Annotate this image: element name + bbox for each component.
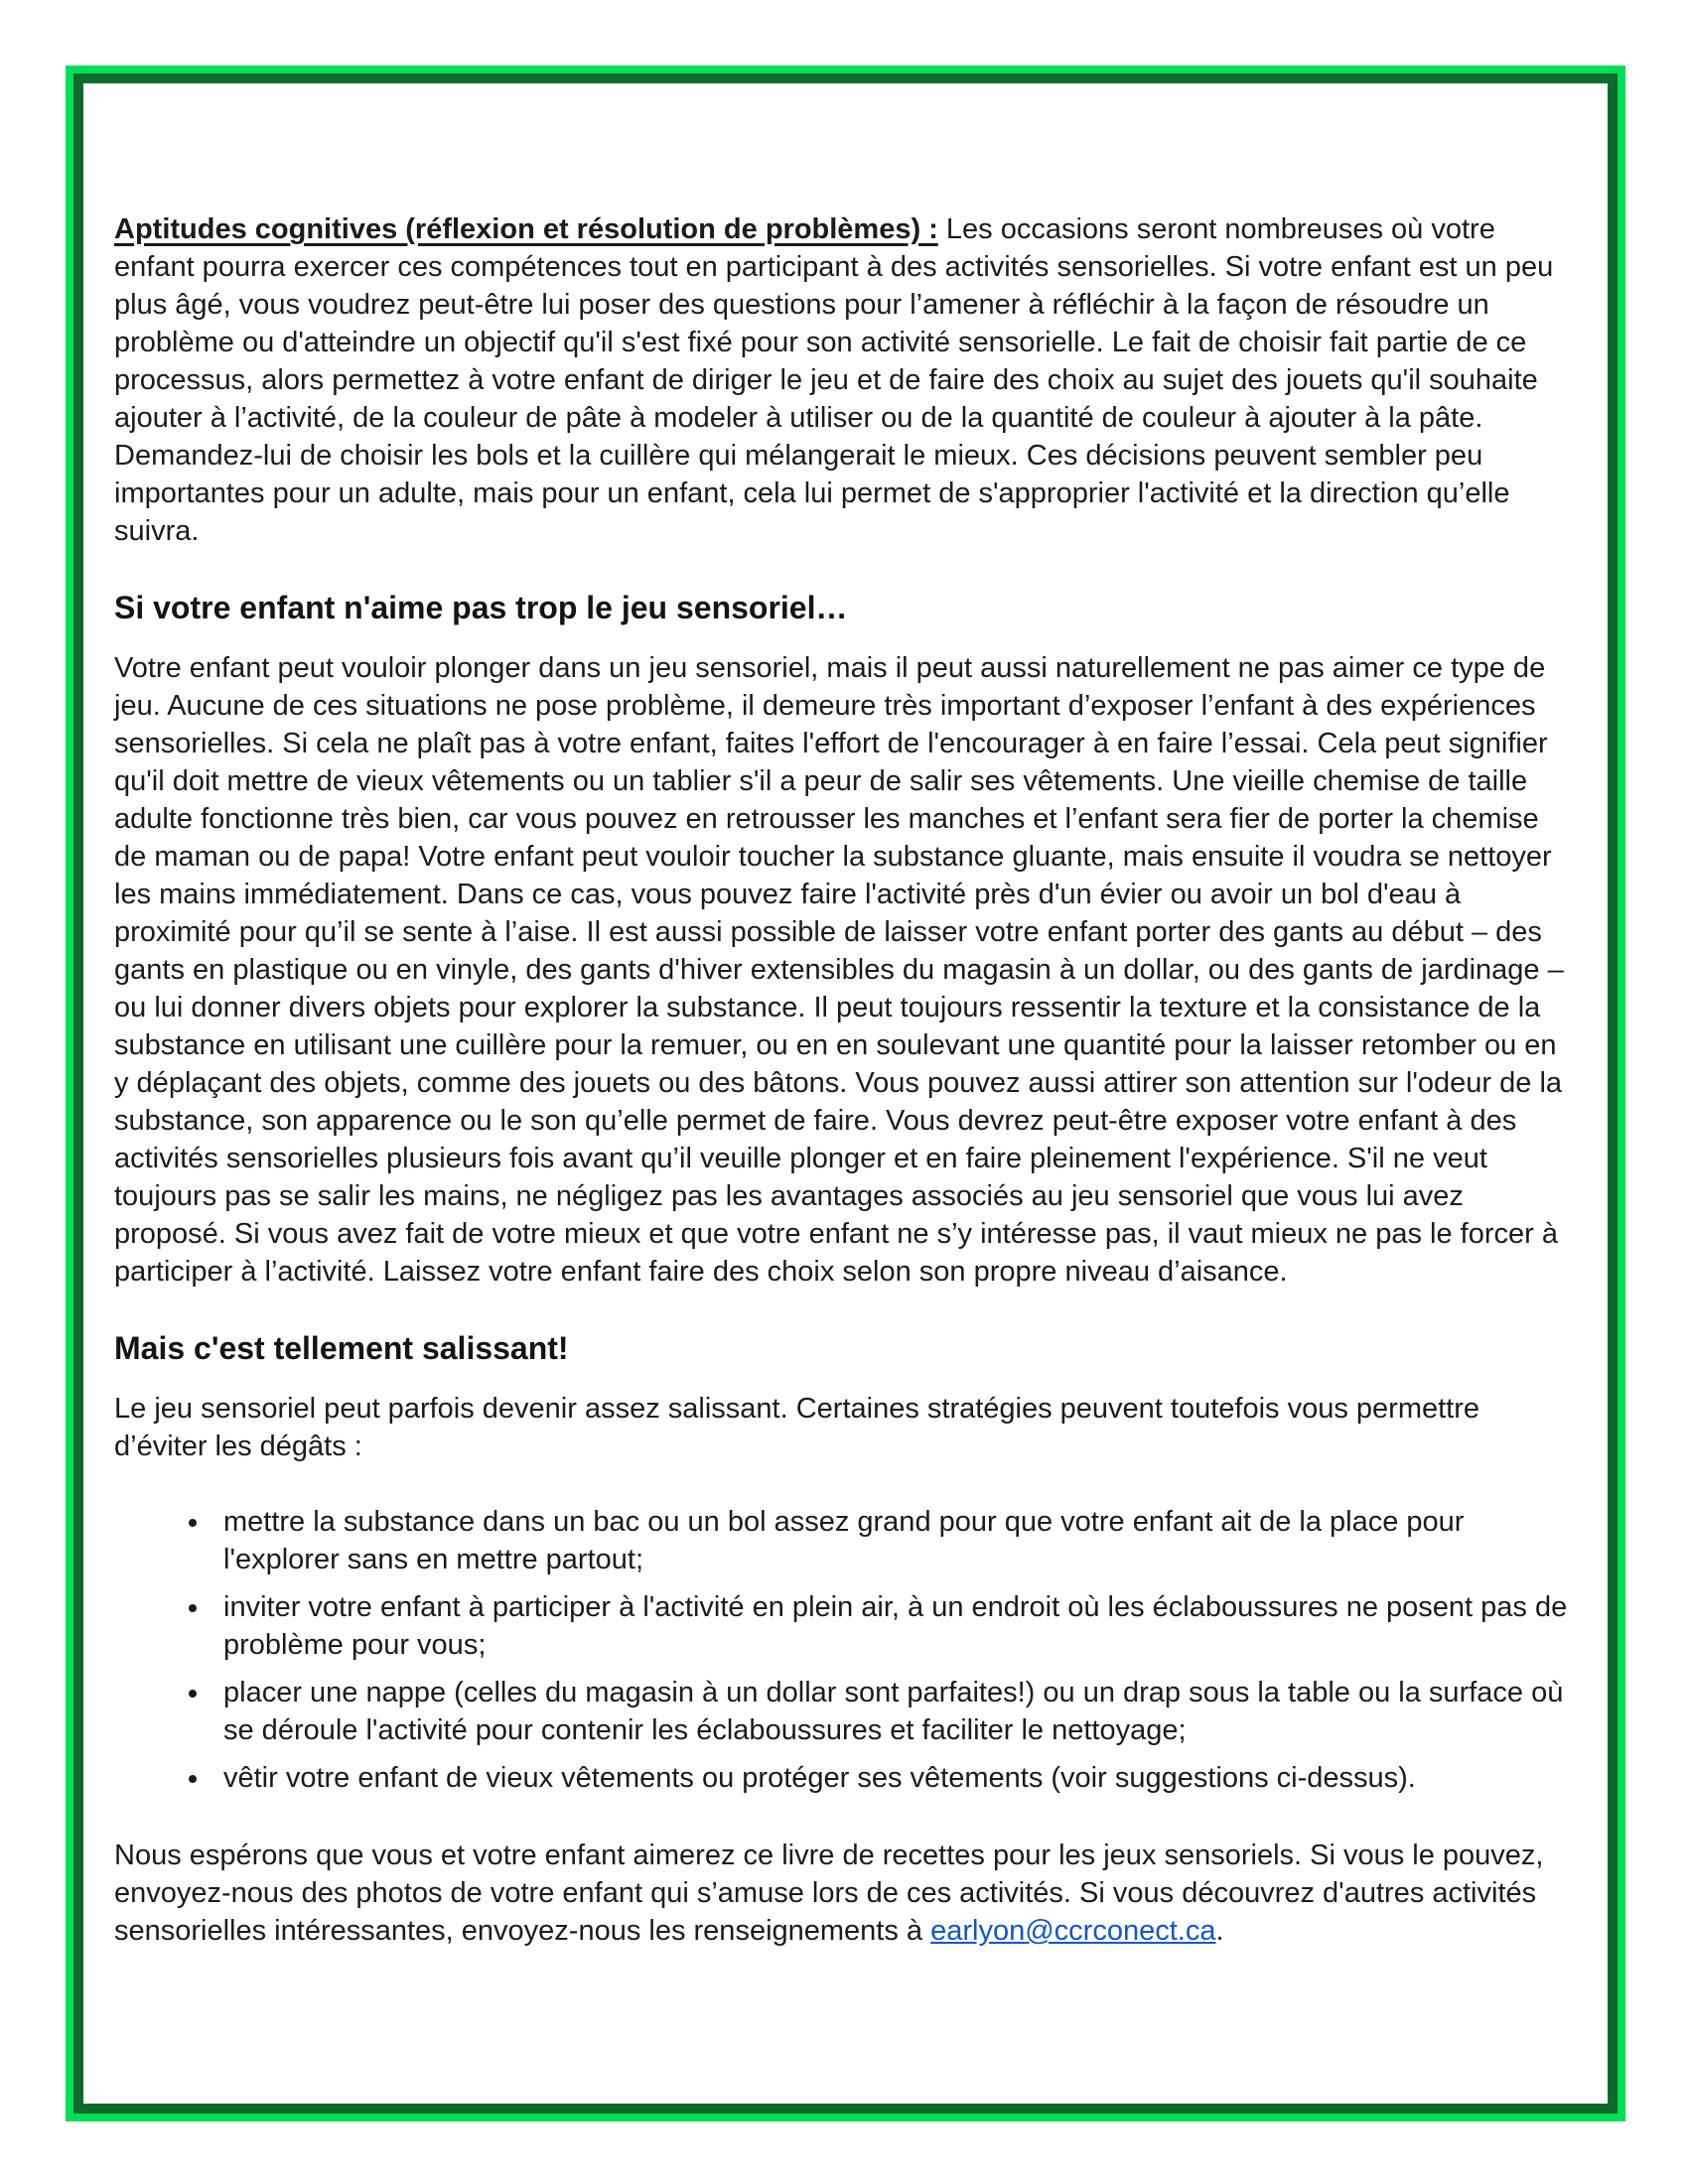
list-item-text: inviter votre enfant à participer à l'activité en plein air, à un endroit où les éclaboussures ne posent pas de problème pour vous; <box>223 1591 1568 1661</box>
list-item <box>211 1588 1572 1664</box>
list-item <box>211 1674 1572 1749</box>
intro-paragraph <box>114 210 1572 550</box>
strategy-bullet-list <box>114 1503 1572 1797</box>
document-content <box>83 83 1608 1950</box>
closing-paragraph-text: Nous espérons que vous et votre enfant aimerez ce livre de recettes pour les jeux sensoriels. Si vous le pouvez, envoyez-nous des photos de votre enfant qui s’amuse lors de ces activités. Si vous découvrez d'autres activités sensorielles intéressantes, envoyez-nous les renseignements à <box>114 1840 1544 1947</box>
section-heading-reluctant: Si votre enfant n'aime pas trop le jeu sensoriel… <box>114 590 848 625</box>
page-border-frame <box>66 66 1625 2121</box>
closing-paragraph-period: . <box>1215 1915 1224 1947</box>
list-item-text: vêtir votre enfant de vieux vêtements ou protéger ses vêtements (voir suggestions ci-dessus). <box>223 1762 1416 1794</box>
reluctant-paragraph: Votre enfant peut vouloir plonger dans un jeu sensoriel, mais il peut aussi naturellement ne pas aimer ce type de jeu. Aucune de ces situations ne pose problème, il demeure très important d’exposer l’enfant à des expériences sensorielles. Si cela ne plaît pas à votre enfant, faites l'effort de l'encourager à en faire l’essai. Cela peut signifier qu'il doit mettre de vieux vêtements ou un tablier s'il a peur de salir ses vêtements. Une vieille chemise de taille adulte fonctionne très bien, car vous pouvez en retrousser les manches et l’enfant sera fier de porter la chemise de maman ou de papa! Votre enfant peut vouloir toucher la substance gluante, mais ensuite il voudra se nettoyer les mains immédiatement. Dans ce cas, vous pouvez faire l'activité près d'un évier ou avoir un bol d'eau à proximité pour qu’il se sente à l’aise. Il est aussi possible de laisser votre enfant porter des gants au début – des gants en plastique ou en vinyle, des gants d'hiver extensibles du magasin à un dollar, ou des gants de jardinage – ou lui donner divers objets pour explorer la substance. Il peut toujours ressentir la texture et la consistance de la substance en utilisant une cuillère pour la remuer, ou en en soulevant une quantité pour la laisser retomber ou en y déplaçant des objets, comme des jouets ou des bâtons. Vous pouvez aussi attirer son attention sur l'odeur de la substance, son apparence ou le son qu’elle permet de faire. Vous devrez peut-être exposer votre enfant à des activités sensorielles plusieurs fois avant qu’il veuille plonger et en faire pleinement l'expérience. S'il ne veut toujours pas se salir les mains, ne négligez pas les avantages associés au jeu sensoriel que vous lui avez proposé. Si vous avez fait de votre mieux et que votre enfant ne s’y intéresse pas, il vaut mieux ne pas le forcer à participer à l’activité. Laissez votre enfant faire des choix selon son propre niveau d’aisance. <box>114 652 1564 1288</box>
list-item-text: placer une nappe (celles du magasin à un dollar sont parfaites!) ou un drap sous la table ou la surface où se déroule l'activité pour contenir les éclaboussures et faciliter le nettoyage; <box>223 1677 1564 1746</box>
list-item <box>211 1503 1572 1578</box>
intro-lead-heading: Aptitudes cognitives (réflexion et résolution de problèmes) : <box>114 213 938 245</box>
page-border-frame-inner <box>73 73 1618 2114</box>
section-heading-messy: Mais c'est tellement salissant! <box>114 1330 569 1366</box>
email-link[interactable]: earlyon@ccrconect.ca <box>930 1915 1216 1947</box>
intro-paragraph-text: Les occasions seront nombreuses où votre enfant pourra exercer ces compétences tout en participant à des activités sensorielles. Si votre enfant est un peu plus âgé, vous voudrez peut-être lui poser des questions pour l’amener à réfléchir à la façon de résoudre un problème ou d'atteindre un objectif qu'il s'est fixé pour son activité sensorielle. Le fait de choisir fait partie de ce processus, alors permettez à votre enfant de diriger le jeu et de faire des choix au sujet des jouets qu'il souhaite ajouter à l’activité, de la couleur de pâte à modeler à utiliser ou de la quantité de couleur à ajouter à la pâte. Demandez-lui de choisir les bols et la cuillère qui mélangerait le mieux. Ces décisions peuvent sembler peu importantes pour un adulte, mais pour un enfant, cela lui permet de s'approprier l'activité et la direction qu’elle suivra. <box>114 213 1554 547</box>
list-item-text: mettre la substance dans un bac ou un bol assez grand pour que votre enfant ait de la place pour l'explorer sans en mettre partout; <box>223 1506 1465 1575</box>
closing-paragraph <box>114 1837 1572 1950</box>
messy-intro-paragraph: Le jeu sensoriel peut parfois devenir assez salissant. Certaines stratégies peuvent toutefois vous permettre d’éviter les dégâts : <box>114 1393 1480 1462</box>
list-item <box>211 1759 1572 1797</box>
